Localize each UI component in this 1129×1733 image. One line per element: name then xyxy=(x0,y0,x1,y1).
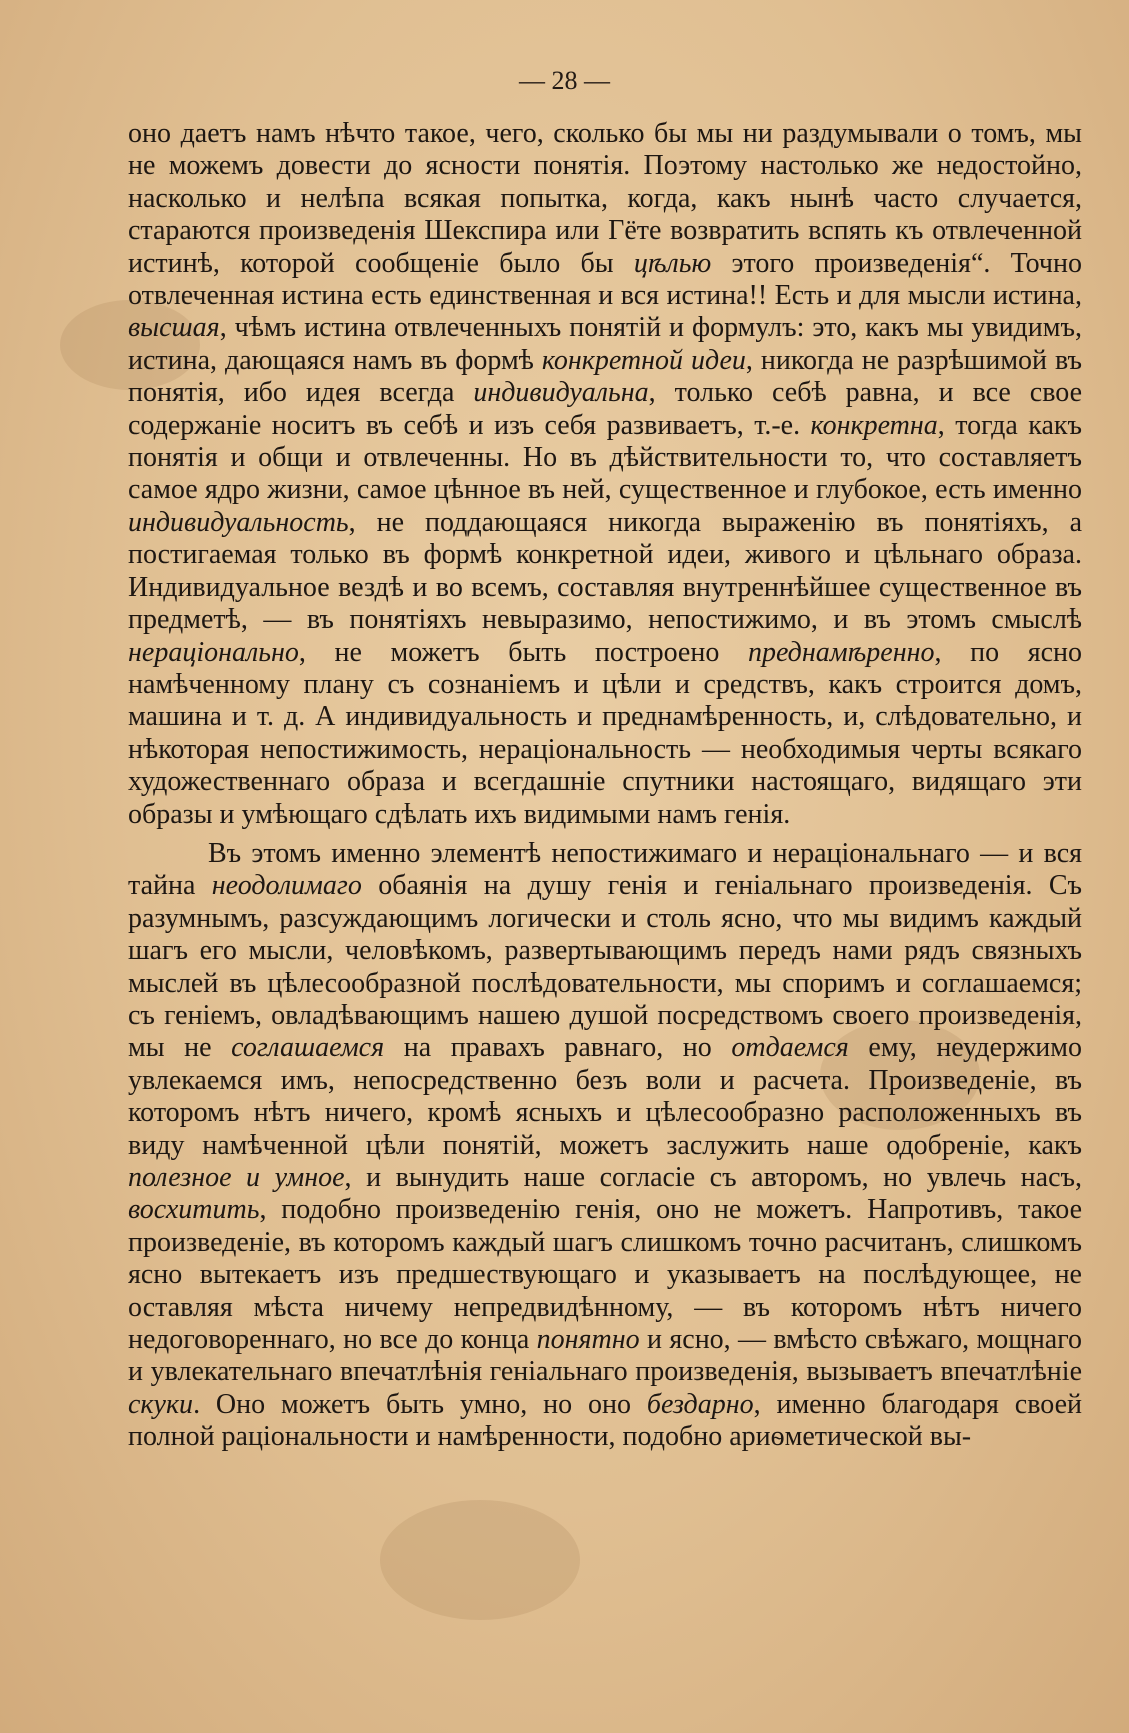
text-run: , и вынудить наше согласіе съ авторомъ, но увлечь насъ, xyxy=(344,1162,1082,1193)
paragraph-1 xyxy=(128,118,1082,831)
italic-run: цѣлью xyxy=(633,247,712,279)
text-run: , чѣмъ истина отвлеченныхъ понятій и формулъ: это, какъ мы увидимъ, истина, дающаяся намъ въ формѣ xyxy=(128,312,1082,376)
text-run: , подобно произведенію генія, оно не можетъ. Напротивъ, такое произведеніе, въ которомъ каждый шагъ слишкомъ точно расчитанъ, слишкомъ ясно вытекаетъ изъ предшествующаго и указываетъ на послѣдующее, не оставляя мѣста ничему непредвидѣнному, — въ которомъ нѣтъ ничего недоговореннаго, но все до конца xyxy=(128,1194,1082,1356)
italic-run: восхитить xyxy=(128,1194,260,1226)
text-run: , именно благодаря своей полной раціональности и намѣренности, подобно ариѳметической вы- xyxy=(128,1388,1083,1453)
text-run: , никогда не разрѣшимой въ понятія, ибо идея всегда xyxy=(128,344,1082,409)
text-run: , не можетъ быть построено xyxy=(298,636,748,668)
text-run: и ясно, — вмѣсто свѣжаго, мощнаго и увлекательнаго впечатлѣнія геніальнаго произведенія, вызываетъ впечатлѣніе xyxy=(128,1324,1083,1388)
italic-run: неодолимаго xyxy=(211,870,362,902)
italic-run: индивидуальность xyxy=(128,506,349,538)
italic-run: отдаемся xyxy=(731,1032,849,1064)
text-run: ему, неудержимо увлекаемся имъ, непосредственно безъ воли и расчета. Произведеніе, въ которомъ нѣтъ ничего, кромѣ ясныхъ и цѣлесообразно расположенныхъ въ виду намѣченной цѣли понятій, можетъ заслужить наше одобреніе, какъ xyxy=(128,1032,1082,1161)
italic-run: нераціонально xyxy=(128,636,299,668)
paragraph-2 xyxy=(128,838,1082,1454)
italic-run: преднамѣренно xyxy=(747,636,935,668)
text-run: , тогда какъ понятія и общи и отвлеченны. Но въ дѣйствительности то, что составляетъ самое ядро жизни, самое цѣнное въ ней, существенное и глубокое, есть именно xyxy=(128,409,1082,506)
italic-run: высшая xyxy=(128,312,220,344)
italic-run: конкретна xyxy=(810,409,938,441)
text-run: Въ этомъ именно элементѣ непостижимаго и нераціональнаго — и вся тайна xyxy=(128,837,1082,902)
text-run: , по ясно намѣченному плану съ сознаніемъ и цѣли и средствъ, какъ строится домъ, машина и т. д. А индивидуальность и преднамѣренность, и, слѣдовательно, и нѣкоторая непостижимость, нераціональность — необходимыя черты всякаго художественнаго образа и всегдашніе спутники настоящаго, видящаго эти образы и умѣющаго сдѣлать ихъ видимыми намъ генія. xyxy=(128,636,1082,830)
body-text xyxy=(128,118,1082,1454)
italic-run: индивидуальна xyxy=(473,377,649,409)
text-run: . Оно можетъ быть умно, но оно xyxy=(193,1388,647,1420)
text-run: обаянія на душу генія и геніальнаго произведенія. Съ разумнымъ, разсуждающимъ логически и столь ясно, что мы видимъ каждый шагъ его мысли, человѣкомъ, развертывающимъ передъ нами рядъ связныхъ мыслей въ цѣлесообразной послѣдовательности, мы споримъ и соглашаемся; съ геніемъ, овладѣвающимъ нашею душой посредствомъ своего произведенія, мы не xyxy=(128,870,1082,1064)
page-number: — 28 — xyxy=(519,66,610,95)
text-run: этого произведенія“. Точно отвлеченная истина есть единственная и вся истина!! Есть и для мысли истина, xyxy=(128,247,1082,312)
italic-run: полезное и умное xyxy=(128,1162,345,1193)
italic-run: скуки xyxy=(128,1388,194,1420)
text-run: , только себѣ равна, и все свое содержаніе носитъ въ себѣ и изъ себя развиваетъ, т.-е. xyxy=(128,377,1083,441)
text-run: на правахъ равнаго, но xyxy=(384,1032,732,1064)
paper-stain xyxy=(380,1500,580,1620)
italic-run: конкретной идеи xyxy=(541,344,746,376)
text-run: оно даетъ намъ нѣчто такое, чего, сколько бы мы ни раздумывали о томъ, мы не можемъ довести до ясности понятія. Поэтому настолько же недостойно, насколько и нелѣпа всякая попытка, когда, какъ нынѣ часто случается, стараются произведенія Шекспира или Гёте возвратить вспять къ отвлеченной истинѣ, которой сообщеніе было бы xyxy=(128,118,1082,279)
italic-run: понятно xyxy=(536,1324,640,1356)
italic-run: соглашаемся xyxy=(231,1032,385,1064)
italic-run: бездарно xyxy=(646,1388,754,1420)
text-run: , не поддающаяся никогда выраженію въ понятіяхъ, а постигаемая только въ формѣ конкретной идеи, живого и цѣльнаго образа. Индивидуальное вездѣ и во всемъ, составляя внутреннѣйшее существенное въ предметѣ, — въ понятіяхъ невыразимо, непостижимо, и въ этомъ смыслѣ xyxy=(128,506,1082,636)
